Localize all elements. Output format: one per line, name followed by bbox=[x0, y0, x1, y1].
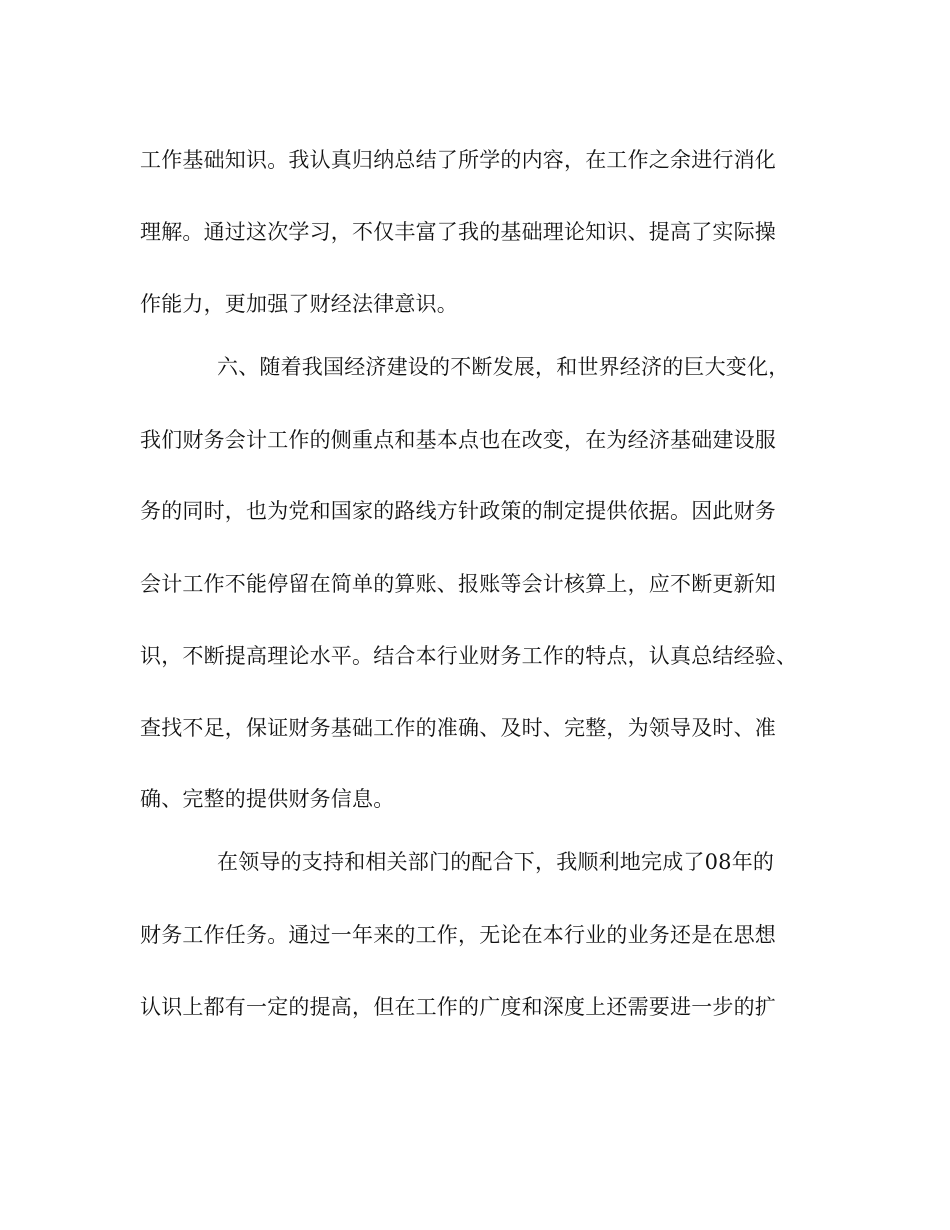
paragraph-first-line: 六、随着我国经济建设的不断发展，和世界经济的巨大变化， bbox=[217, 355, 790, 379]
body-text-line: 我们财务会计工作的侧重点和基本点也在改变，在为经济基础建设服 bbox=[140, 428, 776, 452]
body-text-line: 工作基础知识。我认真归纳总结了所学的内容，在工作之余进行消化 bbox=[140, 148, 776, 172]
body-text-line: 查找不足，保证财务基础工作的准确、及时、完整，为领导及时、准 bbox=[140, 716, 776, 740]
body-text-line: 理解。通过这次学习，不仅丰富了我的基础理论知识、提高了实际操 bbox=[140, 220, 776, 244]
body-text-line: 识，不断提高理论水平。结合本行业财务工作的特点，认真总结经验、 bbox=[140, 644, 798, 668]
body-text-line: 务的同时，也为党和国家的路线方针政策的制定提供依据。因此财务 bbox=[140, 499, 776, 523]
body-text-line: 认识上都有一定的提高，但在工作的广度和深度上还需要进一步的扩 bbox=[140, 995, 776, 1019]
body-text-line: 财务工作任务。通过一年来的工作，无论在本行业的业务还是在思想 bbox=[140, 923, 776, 947]
body-text-line: 会计工作不能停留在简单的算账、报账等会计核算上，应不断更新知 bbox=[140, 572, 776, 596]
body-text-line: 确、完整的提供财务信息。 bbox=[140, 787, 395, 811]
body-text-line: 作能力，更加强了财经法律意识。 bbox=[140, 292, 458, 316]
paragraph-first-line: 在领导的支持和相关部门的配合下，我顺利地完成了08年的 bbox=[217, 850, 775, 874]
